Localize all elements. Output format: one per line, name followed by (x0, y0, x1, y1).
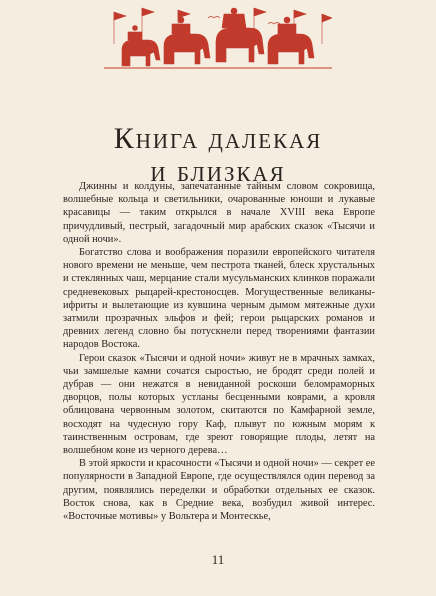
paragraph-2: Богатство слова и воображения поразили европейского читателя нового времени не меньше, чем пестрота тканей, блеск хрустальных и стеклянных чаш, мерцание стали мусульманских клинков поражали средневековых рыцарей-крестоносцев. Могущественные великаны-ифриты и вылетающие из кувшина черным дымом мятежные духи затмили прозрачных эльфов и фей; герои рыцарских романов и древних легенд словно бы потускнели перед творениями фантазии народов Востока. (63, 247, 375, 351)
chapter-title-line-1: Книга далекая (113, 122, 323, 155)
body-text (63, 180, 375, 523)
paragraph-3: Герои сказок «Тысячи и одной ночи» живут не в мрачных замках, чьи замшелые камни сочатся сыростью, не бродят среди полей и дубрав — они нежатся в невиданной роскоши беломраморных дворцов, полы которых устланы бесценными коврами, а кровля облицована червонным золотом, скитаются по Камфарной земле, восходят на чудесную гору Каф, плывут по южным морям к таинственным островам, где зреют говорящие плоды, летят на волшебном коне из черного дерева… (63, 352, 375, 457)
elephant-procession-ornament (104, 4, 332, 74)
paragraph-1: Джинны и колдуны, запечатанные тайным словом сокровища, волшебные кольца и светильники, очарованные юноши и лукавые красавицы — таким открылся в начале XVIII века Европе причудливый, пестрый, загадочный мир арабских сказок «Тысячи и одной ночи». (63, 181, 375, 245)
paragraph-4: В этой яркости и красочности «Тысячи и одной ночи» — секрет ее популярности в Западной Европе, где осуществлялся один перевод за другим, появлялись переделки и обработки отдельных ее сказок. Восток снова, как в Средние века, возбудил живой интерес. «Восточные мотивы» у Вольтера и Монтескье, (63, 458, 375, 523)
chapter-title-line-2: и близкая (150, 155, 286, 188)
chapter-title (0, 122, 436, 188)
page-number: 11 (211, 552, 225, 567)
